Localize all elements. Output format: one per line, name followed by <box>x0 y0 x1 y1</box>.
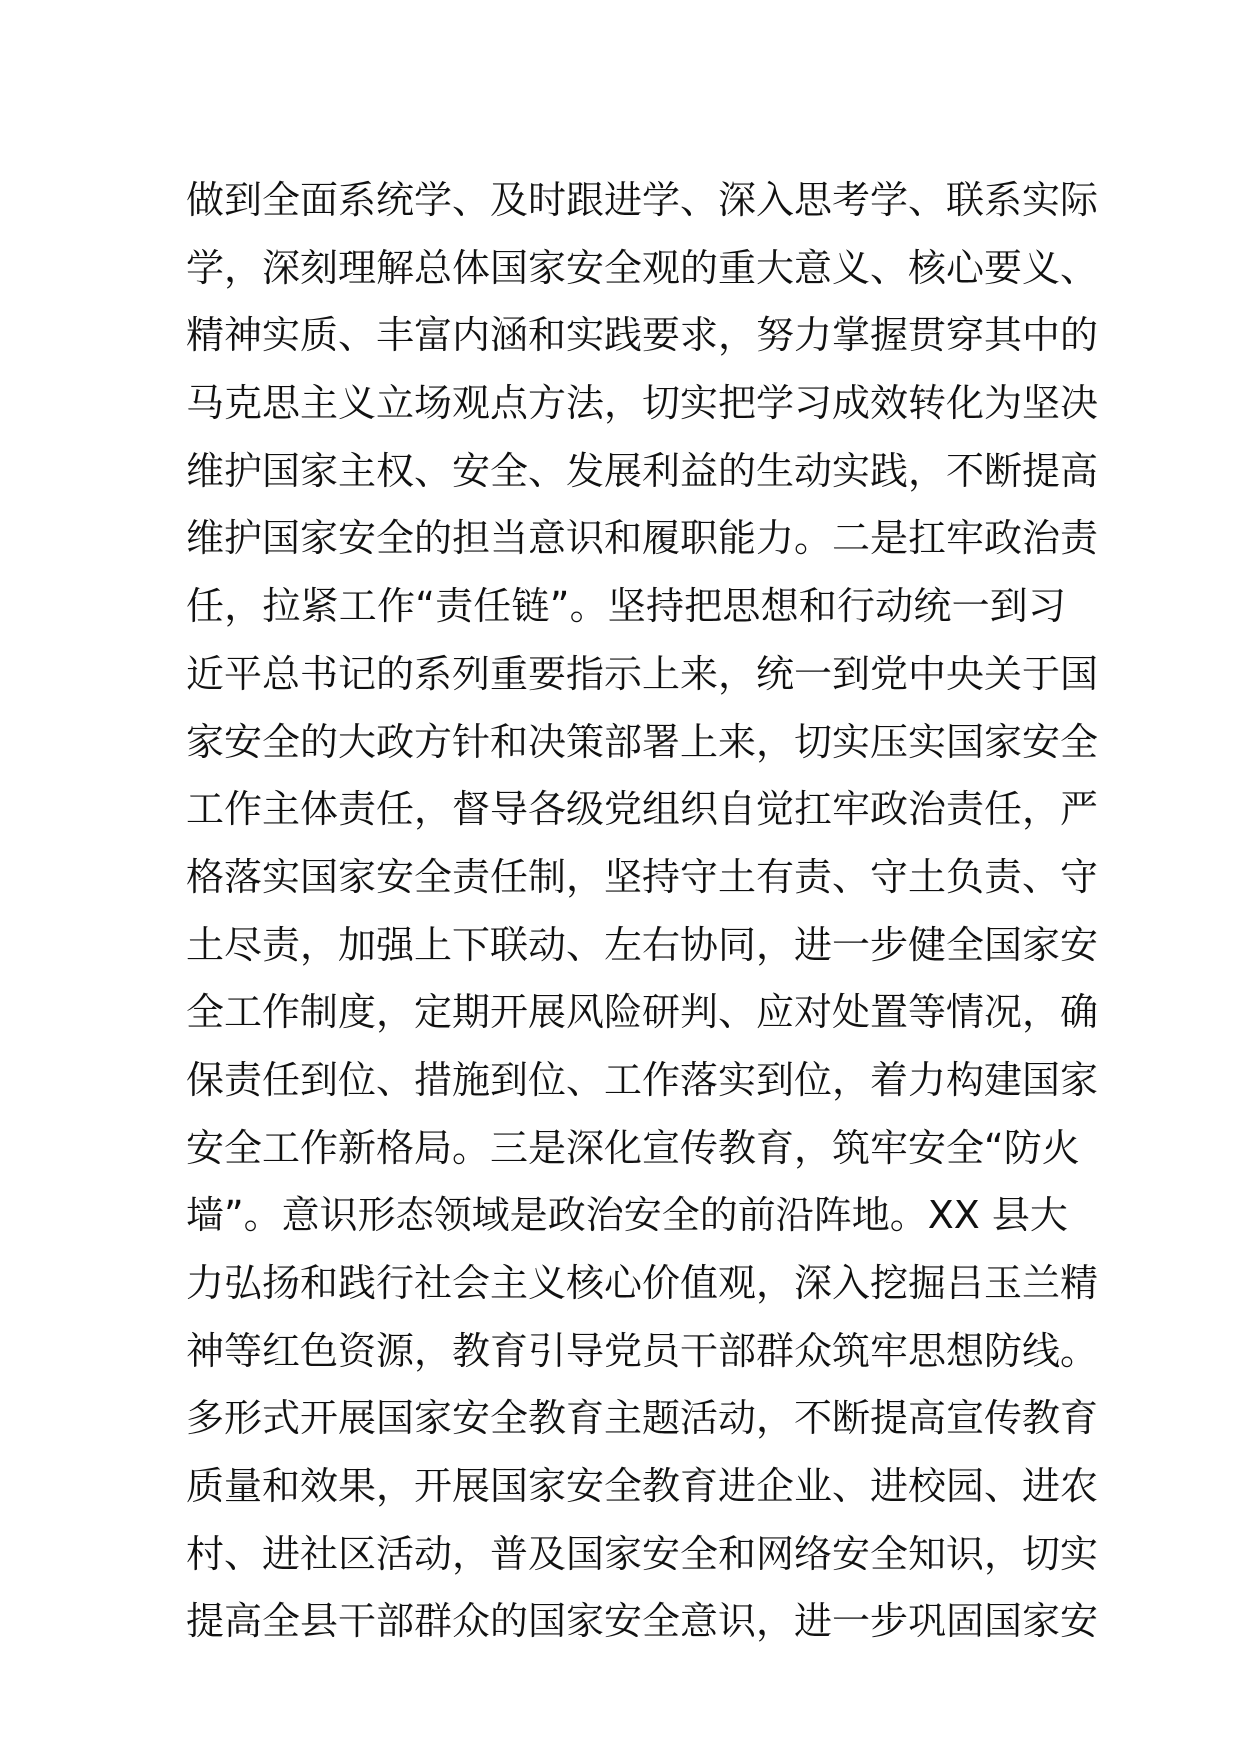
text-line: 维护国家主权、安全、发展利益的生动实践，不断提高 <box>186 448 1099 493</box>
text-line: 村、进社区活动，普及国家安全和网络安全知识，切实 <box>186 1531 1099 1576</box>
text-line: 精神实质、丰富内涵和实践要求，努力掌握贯穿其中的 <box>186 313 1099 358</box>
text-line: 安全工作新格局。三是深化宣传教育，筑牢安全“防火 <box>186 1125 1080 1170</box>
text-line: 维护国家安全的担当意识和履职能力。二是扛牢政治责 <box>186 516 1099 561</box>
text-line: 神等红色资源，教育引导党员干部群众筑牢思想防线。 <box>186 1328 1099 1373</box>
text-line: 马克思主义立场观点方法，切实把学习成效转化为坚决 <box>186 381 1099 426</box>
text-line: 墙”。意识形态领域是政治安全的前沿阵地。XX 县大 <box>186 1193 1068 1238</box>
text-line: 保责任到位、措施到位、工作落实到位，着力构建国家 <box>186 1057 1099 1102</box>
text-line: 提高全县干部群众的国家安全意识，进一步巩固国家安 <box>186 1599 1099 1644</box>
text-line: 近平总书记的系列重要指示上来，统一到党中央关于国 <box>186 651 1099 696</box>
body-paragraph <box>186 167 1099 1656</box>
text-line: 任，拉紧工作“责任链”。坚持把思想和行动统一到习 <box>186 584 1066 629</box>
text-line: 土尽责，加强上下联动、左右协同，进一步健全国家安 <box>186 922 1099 967</box>
text-line: 做到全面系统学、及时跟进学、深入思考学、联系实际 <box>186 178 1099 222</box>
text-line: 格落实国家安全责任制，坚持守土有责、守土负责、守 <box>186 854 1099 899</box>
text-line: 多形式开展国家安全教育主题活动，不断提高宣传教育 <box>186 1396 1099 1441</box>
text-line: 家安全的大政方针和决策部署上来，切实压实国家安全 <box>186 719 1099 764</box>
text-line: 工作主体责任，督导各级党组织自觉扛牢政治责任，严 <box>186 787 1099 832</box>
text-line: 学，深刻理解总体国家安全观的重大意义、核心要义、 <box>186 245 1099 290</box>
text-line: 质量和效果，开展国家安全教育进企业、进校园、进农 <box>186 1464 1099 1509</box>
text-line: 全工作制度，定期开展风险研判、应对处置等情况，确 <box>186 990 1099 1035</box>
text-line: 力弘扬和践行社会主义核心价值观，深入挖掘吕玉兰精 <box>186 1261 1099 1305</box>
